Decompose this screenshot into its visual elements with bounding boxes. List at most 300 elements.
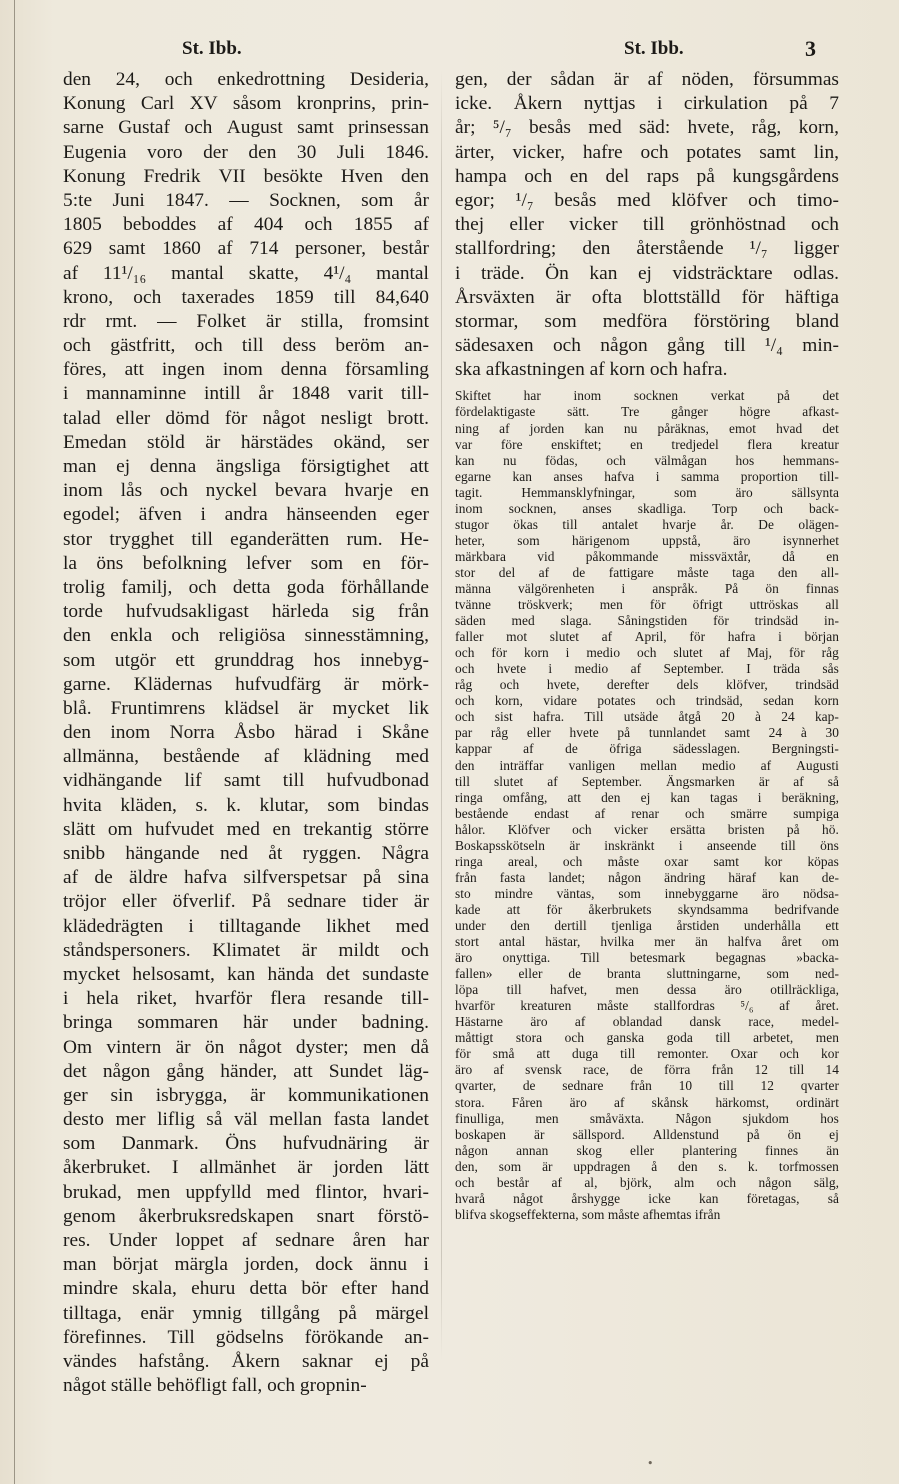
word: Emedan: [63, 431, 127, 453]
word: oblandad: [612, 1014, 663, 1030]
word: medföra: [602, 310, 668, 332]
word: tröskverk;: [517, 597, 573, 613]
word: och: [748, 189, 777, 211]
word: inom: [573, 388, 602, 404]
word: brott.: [387, 407, 429, 429]
word: sjukdom: [742, 1110, 789, 1126]
word: företagas,: [746, 1190, 800, 1206]
word: derefter: [607, 677, 650, 693]
word: det: [822, 388, 839, 404]
text-line: [455, 1111, 839, 1127]
word: 24: [781, 709, 795, 725]
word: kappar: [455, 741, 492, 757]
word: Klädernas: [133, 673, 213, 695]
word: påkommande: [585, 548, 659, 564]
word: åren: [352, 1230, 387, 1251]
word: stora: [515, 1030, 543, 1046]
word: Skiftet: [455, 388, 492, 404]
word: s.: [718, 1158, 728, 1174]
word: hafva: [184, 867, 228, 889]
word: större: [384, 818, 429, 840]
text-line: [63, 600, 429, 624]
word: slutet: [494, 773, 524, 789]
word: af: [760, 757, 772, 773]
word: samt: [297, 117, 334, 139]
word: al,: [584, 1174, 598, 1190]
word: i: [757, 789, 762, 805]
word: som: [63, 649, 96, 671]
word: Desideria,: [349, 69, 429, 90]
word: fallen»: [455, 966, 493, 982]
word: saknar: [301, 1350, 353, 1372]
word: för: [788, 645, 805, 661]
word: intill: [203, 383, 241, 405]
word: ökas: [513, 516, 538, 532]
word: trolig: [63, 576, 106, 598]
word: genom: [63, 1205, 116, 1227]
word: tagas: [709, 789, 738, 805]
word: anseende: [706, 837, 757, 853]
word: i: [63, 988, 69, 1010]
word: uppdragen: [573, 1158, 631, 1174]
word: grunddrag: [214, 649, 294, 671]
word: nesligt: [320, 407, 373, 429]
word: stugor: [455, 516, 489, 532]
word: qvarter,: [455, 1078, 497, 1094]
word: året: [781, 934, 802, 950]
word: eller: [518, 966, 543, 982]
word: någon: [102, 1060, 151, 1082]
text-line: [455, 982, 839, 998]
word: man: [63, 1254, 97, 1276]
word: ned-: [814, 966, 839, 982]
word: an-: [404, 335, 429, 357]
word: märgla: [174, 1254, 228, 1276]
word: äro: [761, 885, 780, 901]
word: ¹/₇: [515, 189, 534, 211]
word: af: [547, 773, 558, 789]
word: äro: [735, 484, 753, 500]
word: stöld: [147, 431, 185, 453]
word: kan: [779, 869, 799, 885]
word: nu: [503, 452, 517, 468]
word: till: [241, 335, 264, 357]
word: 714: [249, 238, 279, 260]
word: ymnig: [192, 1302, 242, 1324]
text-line: [63, 552, 429, 576]
text-line: blifva skogseffekterna, som måste afhemtas ifrån: [455, 1206, 721, 1222]
word: VII: [218, 165, 246, 187]
text-line: [63, 165, 429, 189]
word: åkerbrukets: [588, 901, 652, 917]
word: så: [206, 1109, 223, 1131]
word: Några: [381, 843, 429, 864]
word: ej: [374, 1350, 389, 1372]
text-line: [455, 886, 839, 902]
word: råg,: [751, 117, 782, 139]
word: läg-: [398, 1060, 429, 1082]
word: 14: [825, 1062, 839, 1078]
word: missväxtår,: [689, 548, 751, 564]
text-line: [455, 1062, 839, 1078]
word: antalet: [601, 516, 638, 532]
word: samt: [713, 853, 739, 869]
word: till-: [400, 383, 429, 405]
word: till: [789, 1062, 805, 1078]
text-line: [63, 503, 429, 527]
word: kan: [670, 789, 690, 805]
word: vidhängande: [63, 770, 163, 792]
text-line: [63, 866, 429, 890]
word: märgel: [375, 1302, 429, 1324]
word: medio: [586, 645, 621, 661]
word: landet: [381, 1109, 429, 1131]
word: branta: [607, 966, 641, 982]
word: råg: [490, 725, 509, 741]
word: race,: [748, 1014, 775, 1030]
text-line: [63, 1229, 429, 1253]
word: bör: [301, 1278, 328, 1300]
word: stilla,: [300, 310, 344, 332]
word: före: [500, 436, 523, 452]
word: är: [413, 891, 429, 913]
word: och: [455, 645, 475, 661]
word: sädesaxen: [455, 335, 534, 357]
word: ringa: [455, 789, 483, 805]
word: enkedrottning: [217, 69, 326, 90]
word: öfriga: [609, 741, 642, 757]
word: Klöfver: [507, 821, 550, 837]
word: som: [674, 484, 697, 500]
word: sednare: [275, 1230, 335, 1251]
word: mildt: [338, 939, 380, 961]
word: är: [297, 1157, 313, 1179]
word: snibb: [63, 843, 106, 864]
word: Skåne: [381, 722, 429, 744]
word: påräknas,: [657, 420, 709, 436]
word: renar: [631, 805, 660, 821]
word: de: [94, 867, 113, 889]
word: kor: [764, 853, 783, 869]
word: icke: [648, 1190, 671, 1206]
word: Till: [584, 709, 604, 725]
word: 404: [254, 214, 284, 236]
word: hålor.: [455, 821, 486, 837]
word: för-: [400, 552, 429, 574]
word: par: [455, 725, 473, 741]
text-line: [455, 469, 839, 485]
word: garne.: [63, 673, 111, 695]
text-line: [63, 141, 429, 165]
word: dansk: [689, 1014, 721, 1030]
word: under: [292, 1012, 337, 1034]
word: Eugenia: [63, 141, 127, 163]
word: tjenliga: [611, 917, 652, 933]
word: De: [758, 516, 774, 532]
word: fasta: [333, 1109, 371, 1131]
word: prinsessan: [348, 117, 429, 139]
word: raps: [646, 165, 680, 187]
word: klädsel: [224, 697, 280, 719]
word: tilltagande: [219, 915, 301, 937]
word: början: [804, 629, 839, 645]
word: denna: [149, 456, 197, 477]
word: hvilka: [600, 934, 635, 950]
text-line: [455, 1030, 839, 1046]
word: ligger: [793, 238, 839, 260]
text-line: [63, 745, 429, 769]
word: i: [63, 383, 69, 405]
word: på: [777, 388, 790, 404]
word: efter: [341, 1278, 378, 1300]
word: att: [409, 456, 429, 477]
word: allmänna,: [63, 746, 139, 768]
word: börjat: [112, 1254, 159, 1276]
word: flera: [747, 436, 773, 452]
word: ¹/₄: [764, 335, 783, 357]
word: s.: [195, 794, 208, 816]
text-line: [455, 950, 839, 966]
word: uppstå,: [662, 532, 701, 548]
word: försigtighet: [300, 456, 390, 477]
word: år;: [455, 117, 476, 139]
word: skatte,: [248, 262, 299, 284]
word: slätt: [63, 818, 96, 840]
text-line: [455, 854, 839, 870]
text-line: [455, 68, 839, 92]
word: häraf: [728, 869, 757, 885]
word: den: [248, 141, 277, 163]
word: är: [413, 1133, 429, 1155]
word: som: [498, 1158, 522, 1174]
word: tredjedel: [671, 436, 719, 452]
left-running-head: St. Ibb.: [182, 38, 242, 59]
word: timo-: [796, 189, 839, 211]
word: råg: [821, 645, 839, 661]
word: Öns: [225, 1133, 257, 1155]
word: hemmans-: [782, 452, 839, 468]
word: jorden,: [244, 1254, 299, 1276]
word: af: [551, 1174, 562, 1190]
word: underhålla: [743, 917, 801, 933]
word: riket,: [136, 988, 178, 1010]
word: areal,: [507, 853, 538, 869]
word: är: [555, 286, 571, 308]
word: af: [63, 867, 79, 889]
word: dyster;: [295, 1036, 349, 1058]
word: för: [455, 1046, 471, 1062]
word: sinnesstämning,: [304, 625, 429, 647]
word: hufvudbonad: [326, 770, 429, 792]
word: och: [763, 500, 783, 516]
word: och: [810, 214, 839, 236]
word: hvita: [63, 794, 102, 816]
word: och: [171, 625, 200, 647]
word: He-: [399, 528, 429, 550]
word: som: [544, 310, 577, 332]
word: på: [786, 821, 800, 837]
word: vid: [537, 548, 555, 564]
word: hvete,: [687, 117, 735, 139]
text-line: [455, 1143, 839, 1159]
word: 1855: [353, 214, 393, 236]
word: ej: [637, 262, 652, 284]
word: 4¹/₄: [323, 262, 352, 284]
word: olägen-: [798, 516, 839, 532]
word: hos: [313, 649, 341, 671]
word: Fredrik: [143, 165, 201, 187]
word: ön: [204, 1036, 225, 1058]
word: till: [718, 1078, 734, 1094]
word: här: [243, 1012, 268, 1034]
word: högre: [739, 404, 771, 420]
word: till-: [819, 468, 839, 484]
word: af: [241, 1230, 258, 1251]
word: ⁵/₇: [492, 117, 512, 139]
word: fasta: [499, 869, 526, 885]
word: ingen: [161, 359, 205, 381]
word: och: [184, 117, 213, 139]
word: liflig: [157, 1109, 195, 1131]
text-line: [63, 794, 429, 818]
word: blå.: [63, 697, 92, 719]
text-line: [455, 934, 839, 950]
word: 11¹/₁₆: [102, 262, 147, 284]
word: klöfver,: [725, 677, 768, 693]
word: hafra: [727, 629, 756, 645]
word: och: [499, 677, 520, 693]
word: hampa: [455, 165, 507, 187]
word: andra: [224, 504, 268, 526]
word: ej: [116, 456, 131, 477]
word: förstöring: [693, 310, 770, 332]
word: med: [588, 117, 622, 139]
word: af: [647, 69, 663, 90]
word: eller: [509, 214, 544, 236]
text-line: [455, 741, 839, 757]
word: med: [617, 189, 651, 211]
word: torfmossen: [778, 1158, 839, 1174]
word: brukad,: [63, 1181, 122, 1203]
text-line: [63, 1011, 429, 1035]
word: hvarå: [455, 1190, 485, 1206]
word: egarne: [455, 468, 491, 484]
word: Under: [108, 1230, 158, 1251]
word: gödselns: [215, 1326, 284, 1348]
word: mindre: [494, 885, 533, 901]
word: eger: [395, 504, 429, 526]
word: af: [413, 214, 429, 236]
word: och: [564, 1030, 585, 1046]
word: och: [400, 939, 429, 961]
text-line: [63, 237, 429, 261]
word: cirkulation: [683, 93, 768, 115]
word: har: [404, 1230, 429, 1251]
word: mot: [506, 629, 528, 645]
word: åtgå: [678, 709, 701, 725]
word: Socknen,: [269, 189, 341, 211]
word: kungsgårdens: [732, 165, 839, 187]
word: år: [413, 189, 429, 211]
word: den: [601, 789, 621, 805]
word: back-: [808, 500, 839, 516]
word: är: [613, 69, 629, 90]
word: 629: [63, 238, 93, 260]
word: Någon: [675, 1110, 712, 1126]
word: märkbara: [455, 548, 506, 564]
word: hvad: [776, 420, 803, 436]
word: är: [205, 431, 221, 453]
text-line: [63, 1156, 429, 1180]
word: och: [636, 645, 657, 661]
text-line: [455, 998, 839, 1014]
word: potates: [597, 693, 636, 709]
word: äro: [569, 1094, 587, 1110]
word: min-: [802, 335, 839, 357]
word: till: [780, 837, 796, 853]
word: skog: [576, 1142, 602, 1158]
word: remonter.: [657, 1046, 709, 1062]
word: ¹/₇: [749, 238, 768, 260]
text-line: [63, 818, 429, 842]
word: om: [821, 934, 839, 950]
word: öfrigt: [692, 597, 723, 613]
word: taga: [732, 564, 755, 580]
word: Carl: [140, 93, 175, 115]
word: måttigt: [455, 1030, 494, 1046]
word: eganderätten: [230, 528, 330, 550]
word: med: [226, 818, 260, 840]
text-line: [455, 774, 839, 790]
text-line: [455, 613, 839, 629]
text-line: [455, 485, 839, 501]
word: bland: [795, 310, 839, 332]
word: hända: [267, 963, 314, 985]
word: under: [455, 917, 486, 933]
word: välgörenheten: [518, 581, 595, 596]
word: för: [224, 407, 248, 429]
word: in-: [823, 613, 839, 629]
word: sist: [494, 709, 513, 725]
word: sin: [110, 1084, 134, 1106]
text-line: [63, 1108, 429, 1132]
word: bristen: [727, 821, 765, 837]
word: lefver: [246, 552, 292, 574]
word: hufvudnäring: [282, 1133, 388, 1155]
word: till: [282, 770, 305, 792]
word: slutet: [549, 629, 580, 645]
word: duga: [571, 1046, 599, 1062]
text-line: [455, 501, 839, 517]
word: de: [630, 1062, 643, 1078]
word: äro: [530, 1014, 548, 1030]
word: så: [827, 773, 839, 789]
word: till: [620, 1046, 636, 1062]
word: och: [188, 576, 217, 598]
text-line: [455, 1127, 839, 1143]
word: man: [63, 456, 97, 477]
text-line: [455, 517, 839, 533]
word: jorden: [529, 420, 565, 436]
word: utsäde: [623, 709, 659, 725]
word: hö.: [822, 821, 839, 837]
word: årshygge: [571, 1190, 621, 1206]
word: anses: [582, 500, 612, 516]
word: ned: [219, 843, 248, 864]
text-line: [63, 842, 429, 866]
word: kommunikationen: [287, 1084, 429, 1106]
word: Hemmansklyfningar,: [521, 484, 636, 500]
